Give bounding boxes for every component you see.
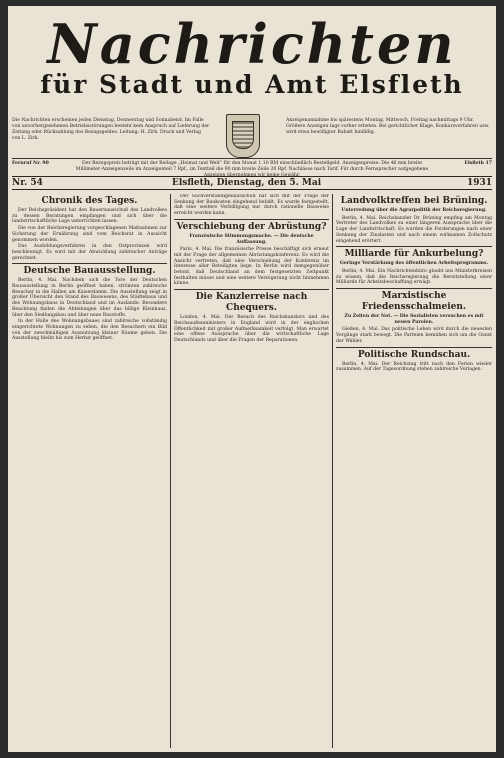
dateline [12,176,492,190]
article-columns [12,194,492,748]
headline-landvolk: Landvolktreffen bei Brüning. [340,196,488,206]
subscription-pricing: Der Bezugspreis beträgt mit der Beilage „Heimat und Welt“ für den Monat 1.10 RM einschließlich Bestellgeld. Anzeigenpreise: Die 46 mm breite Millimeter-Anzeigenzeile im Anzeigenteil 7 Rpf., im Textteil die 90 mm breite Zeile 20 Rpf. Nachlässe nach Tarif. Für durch Fernsprecher aufgegebene Anzeigen übernehmen wir keine Gewähr. [75,161,429,178]
article-paragraph: Der Reichspräsident hat den Bauernausschuß des Landvolkes zu dessen Beratungen empfangen und sich über die landwirtschaftliche Lage unterrichten lassen. [12,208,167,225]
article-paragraph: London, 4. Mai. Der Besuch des Reichskanzlers und des Reichsaußenministers in England wird in der englischen Öffentlichkeit mit großer Aufmerksamkeit verfolgt. Man erwartet eine offene Aussprache über die wirtschaftliche Lage Deutschlands und über die Fragen der Reparationen. [174,315,329,343]
article-paragraph: Berlin, 4. Mai. Ein Nachrichtenbüro glaubt aus Ministerkreisen zu wissen, daß die Reichsregierung die Bereitstellung einer Milliarde für Arbeitsbeschaffung erwägt. [336,268,492,286]
article-paragraph: Die von der Reichsregierung vorgeschlagenen Maßnahmen zur Sicherung der Ernährung sind vom Reichsrat in Aussicht genommen worden. [12,226,167,243]
headline-milliarde: Milliarde für Ankurbelung? [344,249,484,260]
article-paragraph: Berlin, 4. Mai. Der Reichstag tritt nach den Ferien wieder zusammen. Auf der Tagesordnung stehen zahlreiche Vorlagen. [336,361,492,373]
subheadline: Geringe Verstärkung des öffentlichen Arbeitsprogramms. [339,261,489,267]
column-rule [170,194,171,748]
article-paragraph: Paris, 4. Mai. Die französische Presse beschäftigt sich erneut mit der Frage der allgemeinen Abrüstungskonferenz. Es wird die Ansicht vertreten, daß eine Verschiebung der Konferenz im Interesse aller Beteiligten liege. In Berlin wird demgegenüber betont, daß Deutschland an dem festgesetzten Zeitpunkt festhalten müsse und eine weitere Verzögerung nicht hinnehmen könne. [174,247,329,287]
article-paragraph: Gießen, 4. Mai. Das politische Leben wird durch die neuesten Vorgänge stark bewegt. Die Parteien bemühen sich um die Gunst der Wähler. [336,327,492,344]
subheadline: Zu Zeiten der Not. — Die Sozialisten versuchen es mit neuen Parolen. [344,314,484,325]
headline-friedensschalmeien: Marxistische Friedensschalmeien. [361,291,467,313]
column-3 [336,194,492,748]
phone-number: Fernruf Nr. 90 [12,161,49,166]
column-rule [332,194,333,748]
article-paragraph: Berlin, 4. Mai. Nachdem sich die Tore der Deutschen Bauausstellung in Berlin geöffnet haben, strömten zahlreiche Besucher in die Hallen am Kaiserdamm. Die Ausstellung zeigt in großer Übersicht den Stand des Bauwesens, des Städtebaus und des Wohnungsbaus in Deutschland und im Auslande. Besondere Beachtung finden die Abteilungen über das billige Kleinhaus, über den Siedlungsbau und über neue Baustoffe. [12,278,167,318]
article-paragraph: Das Ausbildungsverfahren in den Ostprovinzen wird beschleunigt. Es wird mit der Abwicklung zahlreicher Anträge gerechnet. [12,244,167,261]
newspaper-subtitle: für Stadt und Amt Elsfleth [40,70,464,99]
newspaper-page [8,6,496,752]
issue-year: 1931 [466,178,492,188]
subheadline: Französische Stimmungsmache. — Die deutsche Auffassung. [189,233,314,245]
headline-kanzlerreise: Die Kanzlerreise nach Chequers. [195,292,308,314]
masthead [8,12,496,99]
pricing-notice [12,158,492,176]
column-1 [12,194,167,748]
place-and-date: Elsfleth, Dienstag, den 5. Mai [172,178,322,188]
headline-abruestung: Verschiebung der Abrüstung? [176,221,327,232]
coat-of-arms-icon [226,114,260,158]
publication-terms: Die Nachrichten erscheinen jeden Dienstag, Donnerstag und Sonnabend. Im Falle von unvorhergesehenen Betriebsstörungen besteht kein Anspruch auf Lieferung der Zeitung oder Rückzahlung des Bezugsgeldes. Leitung: H. Zirk. Druck und Verlag von L. Zirk. [12,118,210,141]
article-paragraph: Der Sachverständigenausschuß hat sich mit der Frage der Senkung der Baukosten eingehend befaßt. Es wurde festgestellt, daß eine weitere Verbilligung nur durch rationelle Bauweise erreicht werden kann. [174,194,329,217]
advertising-terms: Anzeigenannahme bis spätestens Montag, Mittwoch, Freitag nachmittags 9 Uhr. Größere Anzeigen tags vorher erbeten. Bei gerichtlicher Klage, Konkursverfahren usw. wird etwa bewilligter Rabatt hinfällig. [286,118,490,135]
subheadline: Unterredung über die Agrarpolitik der Reichsregierung. [341,208,487,213]
newspaper-title: Nachrichten [47,12,457,76]
issue-number: Nr. 54 [12,178,43,188]
headline-rundschau: Politische Rundschau. [357,349,471,360]
article-paragraph: In der Halle des Wohnungsbaues sind zahlreiche vollständig eingerichtete Wohnungen zu sehen, die den Besuchern ein Bild von der zweckmäßigen Ausnutzung kleiner Räume geben. Die Ausstellung bleibt bis zum Herbst geöffnet. [12,319,167,342]
headline-chronik: Chronik des Tages. [41,196,138,206]
headline-bauausstellung: Deutsche Bauausstellung. [23,266,156,277]
column-2 [174,194,329,748]
article-paragraph: Berlin, 4. Mai. Reichskanzler Dr. Brüning empfing am Montag Vertreter des Landvolkes zu einer längeren Aussprache über die Lage der Landwirtschaft. Es wurden die Forderungen nach einer Senkung der Zinslasten und nach einem wirksamen Zollschutz eingehend erörtert. [336,215,492,244]
publisher-info-band [12,118,492,158]
account-number: Elsfleth 17 [464,161,492,166]
